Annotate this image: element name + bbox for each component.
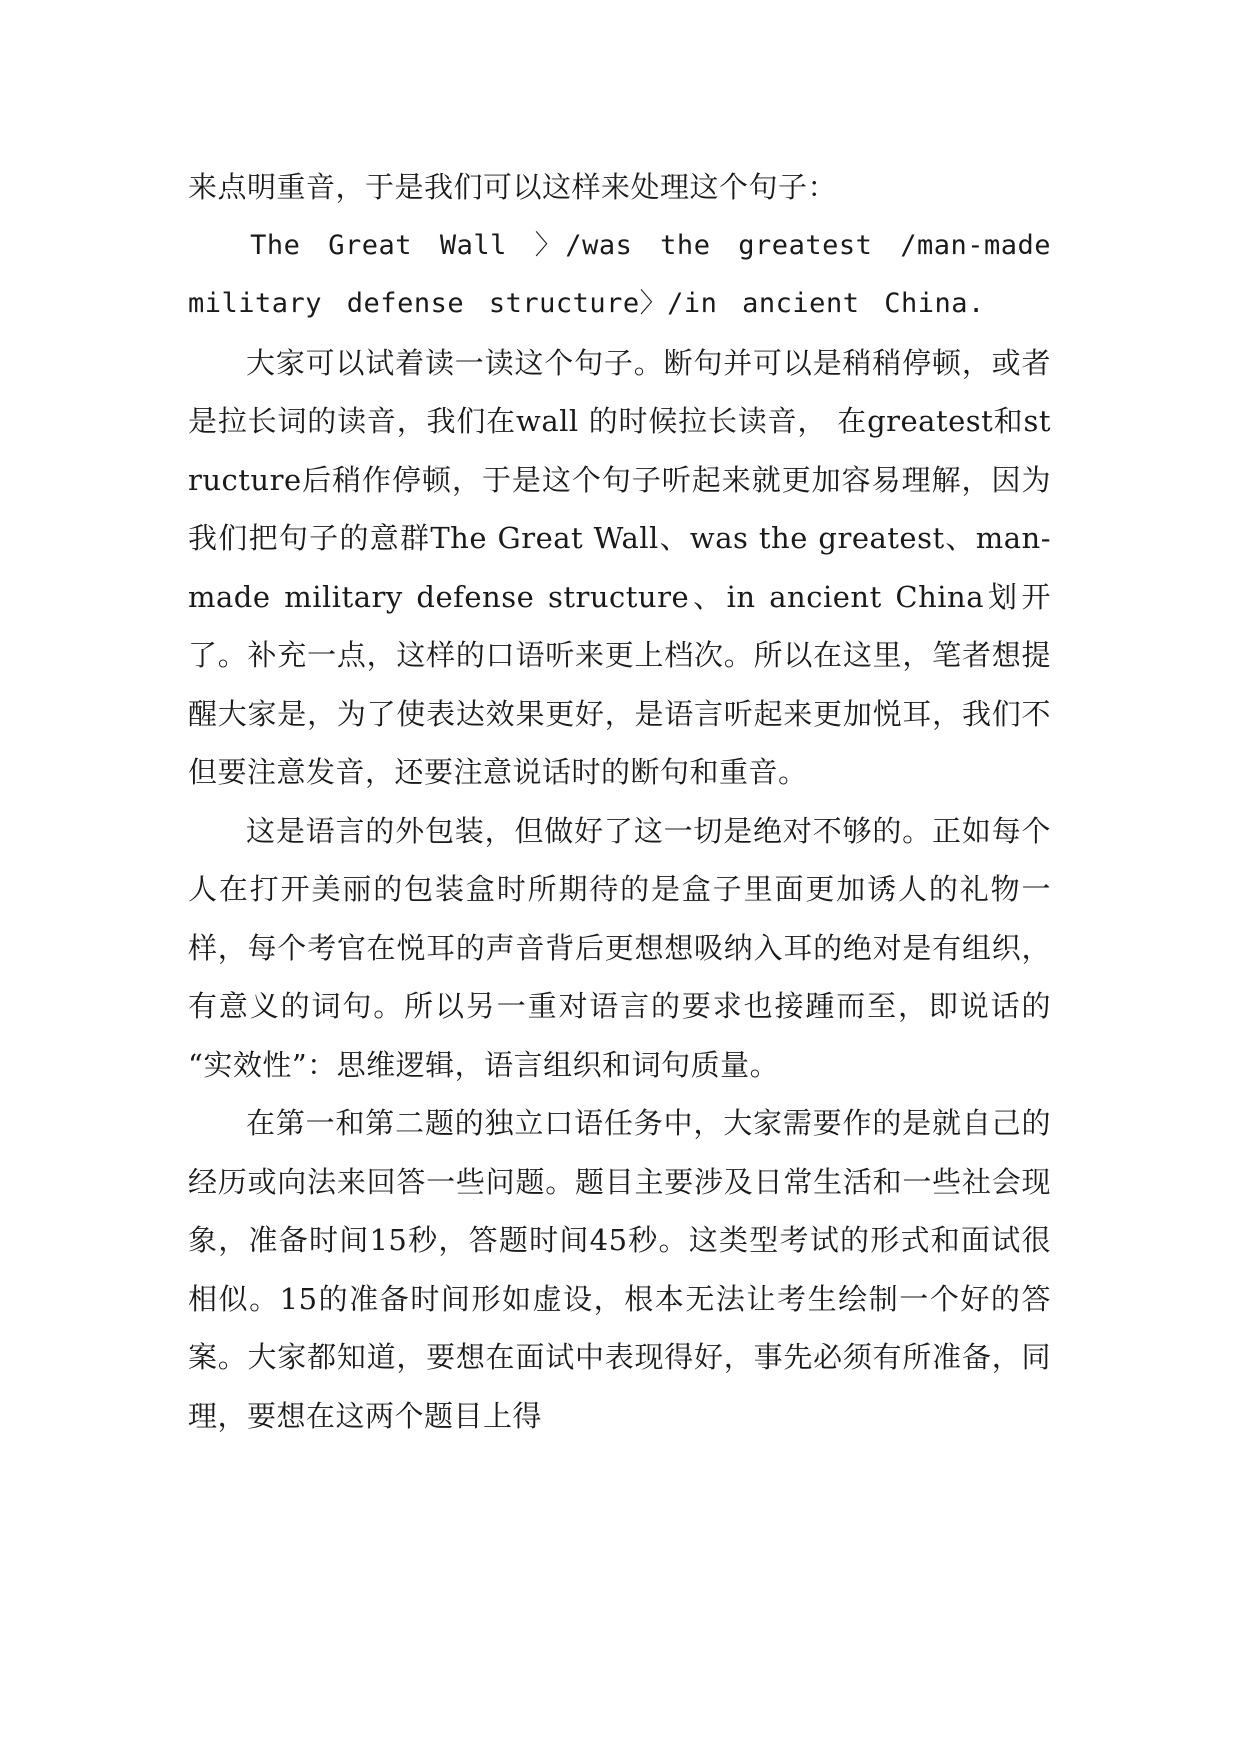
paragraph-packaging: 这是语言的外包装，但做好了这一切是绝对不够的。正如每个人在打开美丽的包装盒时所期待的是盒子里面更加诱人的礼物一样，每个考官在悦耳的声音背后更想想吸纳入耳的绝对是有组织，有意义的词句。所以另一重对语言的要求也接踵而至，即说话的 “实效性”：思维逻辑，语言组织和词句质量。 — [188, 813, 1051, 1082]
paragraph-independent-tasks: 在第一和第二题的独立口语任务中，大家需要作的是就自己的经历或向法来回答一些问题。题目主要涉及日常生活和一些社会现象，准备时间15秒，答题时间45秒。这类型考试的形式和面试很相似。15的准备时间形如虚设，根本无法让考生绘制一个好的答案。大家都知道，要想在面试中表现得好，事先必须有所准备，同理，要想在这两个题目上得 — [188, 1106, 1051, 1433]
body-text — [188, 158, 1051, 1445]
paragraph-pausing: 大家可以试着读一读这个句子。断句并可以是稍稍停顿，或者是拉长词的读音，我们在wall 的时候拉长读音， 在greatest和structure后稍作停顿，于是这个句子听起来就更加容易理解，因为我们把句子的意群The Great Wall、was the greatest、man-made military defense structure、in ancient China划开了。补充一点，这样的口语听来更上档次。所以在这里，笔者想提醒大家是，为了使表达效果更好，是语言听起来更加悦耳，我们不但要注意发音，还要注意说话时的断句和重音。 — [188, 345, 1051, 789]
paragraph-intro: 来点明重音，于是我们可以这样来处理这个句子： — [188, 170, 838, 204]
paragraph-example-sentence: The Great Wall 〉/was the greatest /man-made military defense structure〉/in ancient China. — [188, 229, 1051, 319]
